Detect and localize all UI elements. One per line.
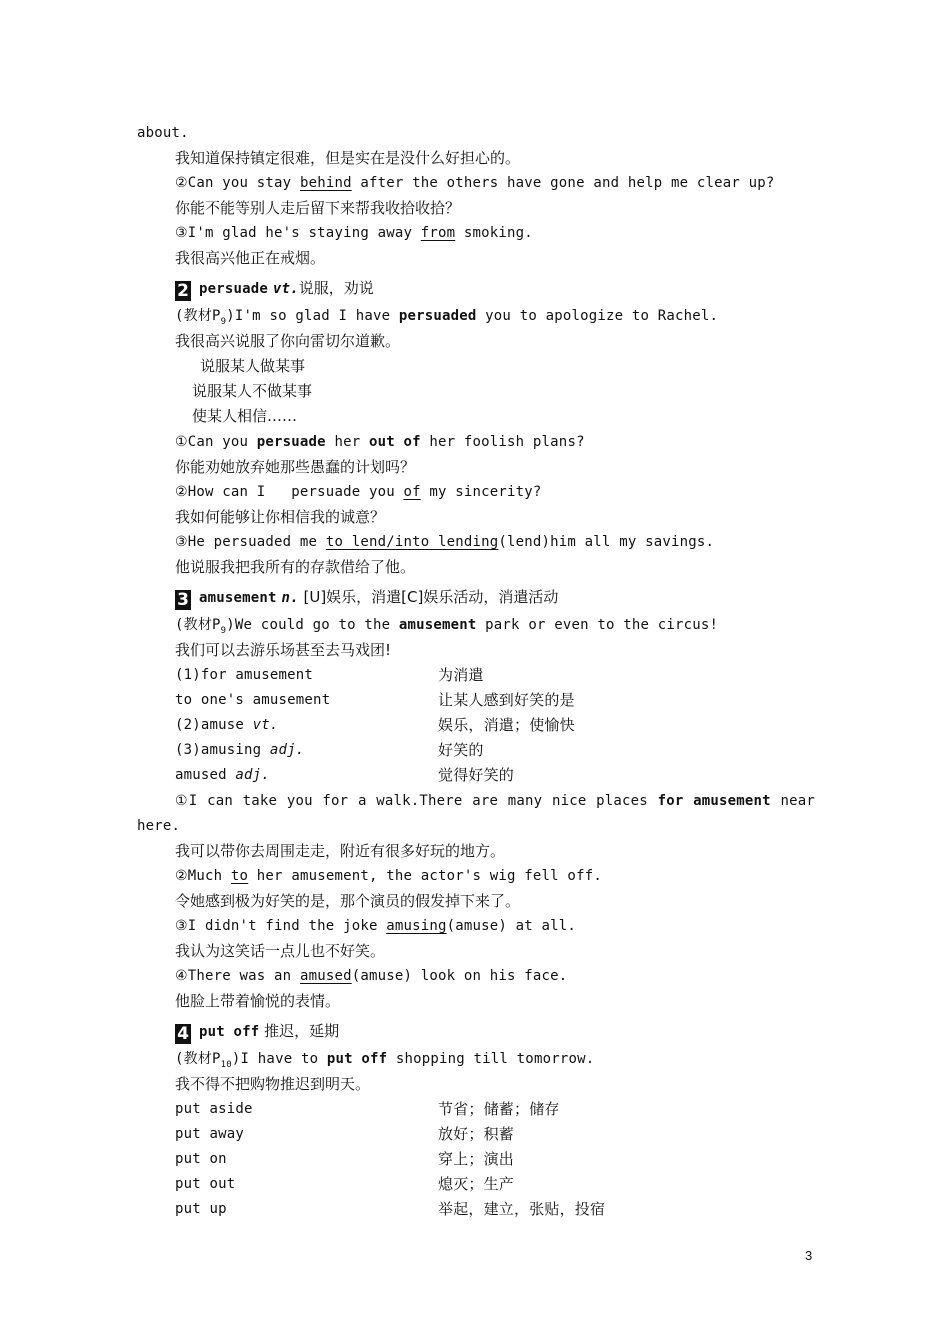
answer-blank: from xyxy=(420,225,456,241)
phrase-row: put away 放好；积蓄 xyxy=(175,1125,515,1143)
example-sentence: ②Can you stay behind after the others have gone and help me clear up? xyxy=(175,175,775,191)
phrase-row: put on 穿上；演出 xyxy=(175,1150,515,1168)
textbook-example: (教材$P_9)We$ could go to the amusement park or even to the circus! xyxy=(175,617,719,636)
page-number: 3 xyxy=(805,1248,813,1263)
example-sentence: ③I didn't find the joke amusing(amuse) at all. xyxy=(175,918,577,934)
answer-blank: amusing xyxy=(386,918,447,934)
usage-note: 说服某人不做某事 xyxy=(192,382,313,400)
phrase-row: put out 熄灭；生产 xyxy=(175,1175,515,1193)
textbook-example: (教材$P_9)I'm$ so glad I have persuaded you to apologize to Rachel. xyxy=(175,308,719,327)
text-line: here. xyxy=(137,818,181,834)
answer-blank: to lend/into lending xyxy=(325,534,499,550)
example-sentence: ①I can take you for a walk.There are many nice places for amusement near xyxy=(175,793,815,809)
translation-line: 我不得不把购物推迟到明天。 xyxy=(175,1075,371,1093)
usage-note: 说服某人做某事 xyxy=(200,357,306,375)
answer-blank: of xyxy=(403,484,421,500)
translation-line: 我很高兴他正在戒烟。 xyxy=(175,249,326,267)
example-sentence: ②Much to her amusement, the actor's wig fell off. xyxy=(175,868,602,884)
phrase-row: put aside 节省；储蓄；储存 xyxy=(175,1100,560,1118)
item-number-badge: 4 xyxy=(175,1024,191,1044)
answer-blank: behind xyxy=(299,175,352,191)
phrase-row: put up 举起，建立，张贴，投宿 xyxy=(175,1200,606,1218)
answer-blank: amused xyxy=(299,968,352,984)
example-sentence: ①Can you persuade her out of her foolish plans? xyxy=(175,434,585,450)
example-sentence: ③He persuaded me to lend/into lending(lend)him all my savings. xyxy=(175,534,715,550)
example-sentence: ③I'm glad he's staying away from smoking. xyxy=(175,225,533,241)
translation-line: 我知道保持镇定很难，但是实在是没什么好担心的。 xyxy=(175,149,521,167)
phrase-row: (1)for amusement 为消遣 xyxy=(175,666,484,684)
textbook-example: (教材$P_{10})I$ have to put off shopping till tomorrow. xyxy=(175,1051,595,1070)
example-sentence: ④There was an amused(amuse) look on his face. xyxy=(175,968,568,984)
translation-line: 我们可以去游乐场甚至去马戏团! xyxy=(175,641,392,659)
vocab-heading: 3 amusement n. [U]娱乐，消遣[C]娱乐活动，消遣活动 xyxy=(175,587,558,610)
translation-line: 我可以带你去周围走走，附近有很多好玩的地方。 xyxy=(175,842,506,860)
text-line: about. xyxy=(137,125,189,141)
phrase-row: (2)amuse vt. 娱乐，消遣；使愉快 xyxy=(175,716,575,734)
translation-line: 你能劝她放弃她那些愚蠢的计划吗？ xyxy=(175,458,416,476)
item-number-badge: 3 xyxy=(175,590,191,610)
phrase-row: amused adj. 觉得好笑的 xyxy=(175,766,515,784)
vocab-heading: 2 persuade vt.说服，劝说 xyxy=(175,278,374,301)
vocab-heading: 4 put off 推迟，延期 xyxy=(175,1021,339,1044)
item-number-badge: 2 xyxy=(175,281,191,301)
translation-line: 令她感到极为好笑的是，那个演员的假发掉下来了。 xyxy=(175,892,521,910)
answer-blank: to xyxy=(230,868,249,884)
translation-line: 你能不能等别人走后留下来帮我收拾收拾？ xyxy=(175,199,461,217)
usage-note: 使某人相信…… xyxy=(192,407,298,425)
translation-line: 他说服我把我所有的存款借给了他。 xyxy=(175,558,416,576)
translation-line: 我认为这笑话一点儿也不好笑。 xyxy=(175,942,386,960)
translation-line: 他脸上带着愉悦的表情。 xyxy=(175,992,341,1010)
phrase-row: to one's amusement 让某人感到好笑的是 xyxy=(175,691,575,709)
example-sentence: ②How can I persuade you of my sincerity? xyxy=(175,484,542,500)
translation-line: 我如何能够让你相信我的诚意？ xyxy=(175,508,386,526)
phrase-row: (3)amusing adj. 好笑的 xyxy=(175,741,484,759)
translation-line: 我很高兴说服了你向雷切尔道歉。 xyxy=(175,332,401,350)
